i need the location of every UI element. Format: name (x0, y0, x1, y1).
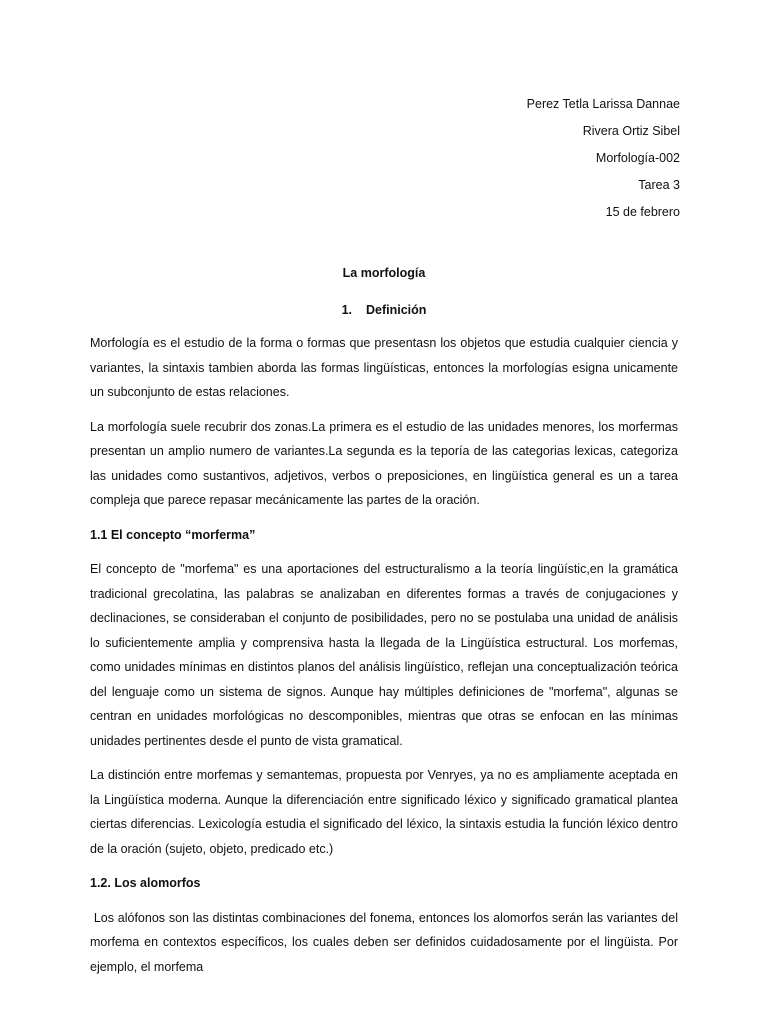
section-heading-definicion (0, 302, 768, 318)
paragraph: La distinción entre morfemas y semantemas, propuesta por Venryes, ya no es ampliamente aceptada en la Lingüística moderna. Aunque la diferenciación entre significado léxico y significado gramatical plantea ciertas diferencias. Lexicología estudia el significado del léxico, la sintaxis estudia la función léxico dentro de la oración (sujeto, objeto, predicado etc.) (90, 768, 678, 856)
section-heading-concepto-morfema: 1.1 El concepto “morferma” (90, 527, 256, 542)
course-name: Morfología-002 (595, 151, 680, 165)
document-date: 15 de febrero (605, 205, 680, 219)
paragraph: Morfología es el estudio de la forma o formas que presentasn los objetos que estudia cualquier ciencia y variantes, la sintaxis tambien aborda las formas lingüísticas, entonces la morfologías esigna unicamente un subconjunto de estas relaciones. (90, 336, 678, 399)
document-header (527, 91, 680, 226)
paragraph: El concepto de "morfema" es una aportaciones del estructuralismo a la teoría lingüístic,en la gramática tradicional grecolatina, las palabras se analizaban en diferentes formas a través de conjugaciones y declinaciones, se consideraban el conjunto de posibilidades, pero no se postulaba una unidad de análisis lo suficientemente amplia y comprensiva hasta la llegada de la Lingüística estructural. Los morfemas, como unidades mínimas en distintos planos del análisis lingüístico, reflejan una conceptualización teórica del lenguaje como un sistema de signos. Aunque hay múltiples definiciones de "morfema", algunas se centran en unidades morfológicas no descomponibles, mientras que otras se enfocan en las mínimas unidades pertinentes desde el punto de vista gramatical. (90, 562, 678, 748)
section-title: Definición (366, 303, 427, 317)
author-name: Perez Tetla Larissa Dannae (526, 97, 680, 111)
section-number: 1. (341, 303, 352, 317)
document-body (90, 331, 682, 989)
paragraph: La morfología suele recubrir dos zonas.La primera es el estudio de las unidades menores, los morfermas presentan un amplio numero de variantes.La segunda es la teporía de las categorias lexicas, categoriza las unidades como sustantivos, adjetivos, verbos o preposiciones, en lingüística general es un a tarea compleja que parece repasar mecánicamente las partes de la oración. (90, 419, 678, 507)
assignment-name: Tarea 3 (638, 178, 680, 192)
section-heading-alomorfos: 1.2. Los alomorfos (90, 876, 201, 890)
author-name: Rivera Ortiz Sibel (582, 124, 680, 138)
document-title: La morfología (342, 266, 426, 280)
paragraph: Los alófonos son las distintas combinaciones del fonema, entonces los alomorfos serán las variantes del morfema en contextos específicos, los cuales deben ser definidos cuidadosamente por el lingüista. Por ejemplo, el morfema (90, 910, 682, 974)
